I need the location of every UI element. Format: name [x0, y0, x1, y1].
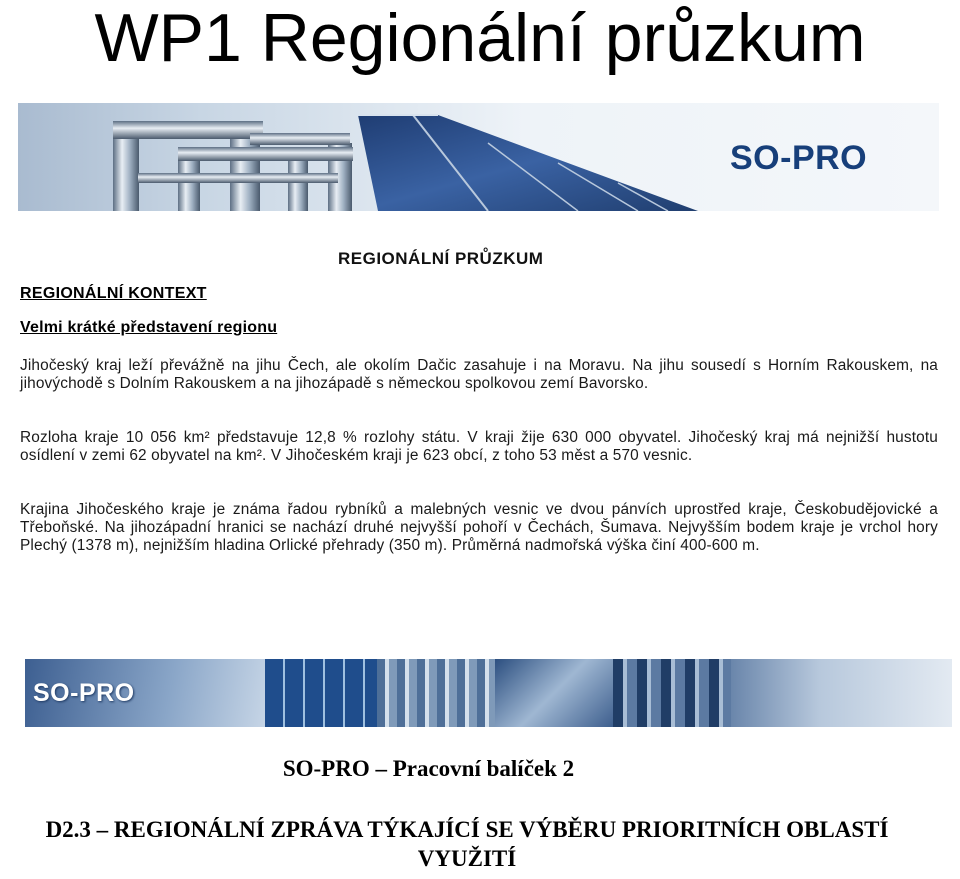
paragraph-population: Rozloha kraje 10 056 km² představuje 12,8 % rozlohy státu. V kraji žije 630 000 obyvatel. Jihočeský kraj má nejnižší hustotu osídlení v zemi 62 obyvatel na km². V Jihočeském kraji je 623 obcí, z toho 53 měst a 570 vesnic. [20, 429, 938, 464]
machinery-photo [377, 659, 495, 727]
pipes-photo [731, 659, 952, 727]
valves-photo [613, 659, 731, 727]
report-title: D2.3 – REGIONÁLNÍ ZPRÁVA TÝKAJÍCÍ SE VÝBĚRU PRIORITNÍCH OBLASTÍ VYUŽITÍ [45, 817, 889, 871]
paragraph-location: Jihočeský kraj leží převážně na jihu Čech, ale okolím Dačic zasahuje i na Moravu. Na jihu sousedí s Horním Rakouskem, na jihovýchodě s Dolním Rakouskem a na jihozápadě s německou spolkovou zemí Bavorsko. [20, 357, 938, 392]
document-heading: REGIONÁLNÍ PRŮZKUM [338, 249, 544, 268]
cover-banner [25, 659, 952, 727]
subsection-heading: Velmi krátké představení regionu [20, 319, 278, 336]
document-banner [18, 103, 939, 211]
work-package-title: SO-PRO – Pracovní balíček 2 [282, 756, 575, 781]
so-pro-logo: SO-PRO [730, 139, 868, 177]
solar-panel-photo [265, 659, 377, 727]
solar-collector-photo [495, 659, 613, 727]
work-package-report-cover [25, 659, 952, 879]
so-pro-cover-logo: SO-PRO [33, 679, 135, 707]
paragraph-landscape: Krajina Jihočeského kraje je známa řadou rybníků a malebných vesnic ve dvou pánvích uprostřed kraje, Českobudějovické a Třeboňské. Na jihozápadní hranici se nachází druhé nejvyšší pohoří v Čechách, Šumava. Nejvyšším bodem kraje je vrchol hory Plechý (1378 m), nejnižším hladina Orlické přehrady (350 m). Průměrná nadmořská výška činí 400-600 m. [20, 501, 938, 554]
slide-title: WP1 Regionální průzkum [94, 0, 866, 76]
regional-survey-document [18, 103, 939, 573]
section-heading: REGIONÁLNÍ KONTEXT [20, 285, 207, 302]
